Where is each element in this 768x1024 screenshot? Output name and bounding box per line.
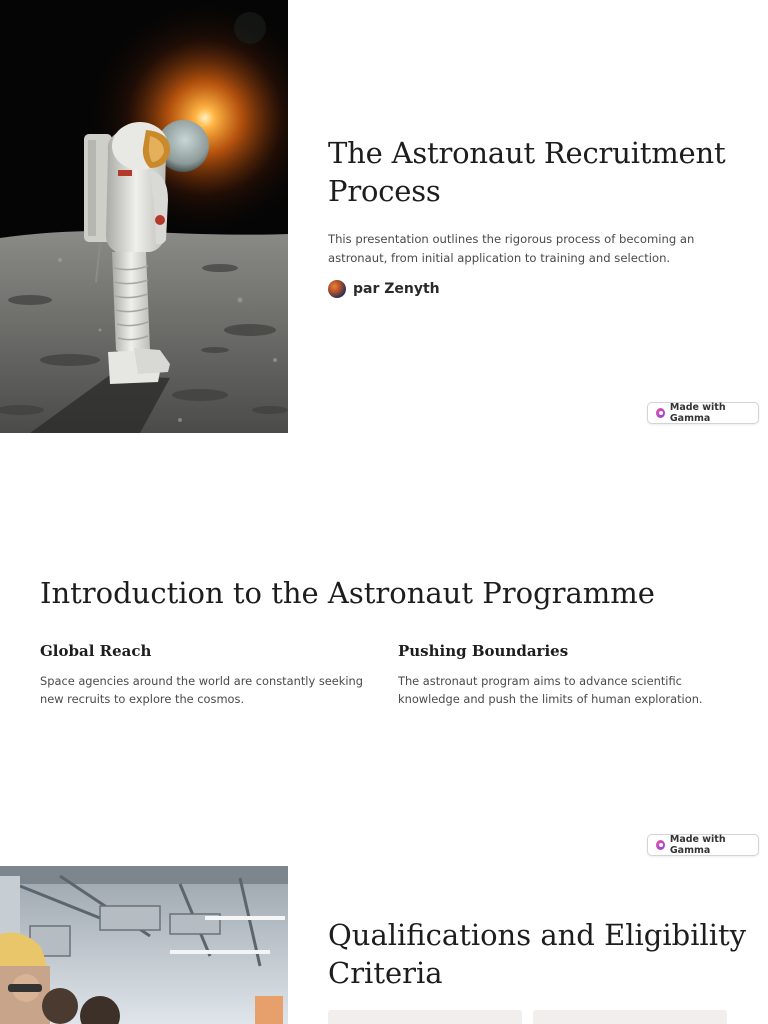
slide-qualifications: [0, 866, 768, 1024]
slide-title: Introduction to the Astronaut Programme: [40, 576, 655, 610]
slide-title: Qualifications and Eligibility Criteria: [328, 918, 747, 990]
column-text: The astronaut program aims to advance scientific knowledge and push the limits of human exploration.: [398, 674, 703, 706]
avatar[interactable]: [328, 280, 346, 298]
column-heading: Pushing Boundaries: [398, 642, 569, 660]
qualification-card: [328, 1010, 522, 1024]
astronaut-moon-image: [0, 0, 288, 433]
page-title: The Astronaut Recruitment Process: [328, 136, 726, 208]
column-pushing-boundaries: [398, 640, 728, 708]
made-with-gamma-button[interactable]: [647, 834, 759, 856]
column-text: Space agencies around the world are constantly seeking new recruits to explore the cosmos.: [40, 674, 363, 706]
made-with-gamma-label: Made with Gamma: [669, 402, 726, 424]
slide-introduction: [0, 434, 768, 866]
column-global-reach: [40, 640, 370, 708]
author-row[interactable]: [328, 280, 738, 298]
column-heading: Global Reach: [40, 642, 152, 660]
made-with-gamma-button[interactable]: [647, 402, 759, 424]
slide-title: [0, 0, 768, 434]
author-name[interactable]: par Zenyth: [353, 281, 440, 297]
gamma-logo-icon: [656, 840, 665, 850]
qualification-card: [533, 1010, 727, 1024]
title-text-block: [328, 134, 738, 298]
presentation-description: This presentation outlines the rigorous process of becoming an astronaut, from initial application to training and selection.: [328, 232, 695, 265]
lab-training-image: [0, 866, 288, 1024]
gamma-logo-icon: [656, 408, 665, 418]
made-with-gamma-label: Made with Gamma: [669, 834, 726, 856]
